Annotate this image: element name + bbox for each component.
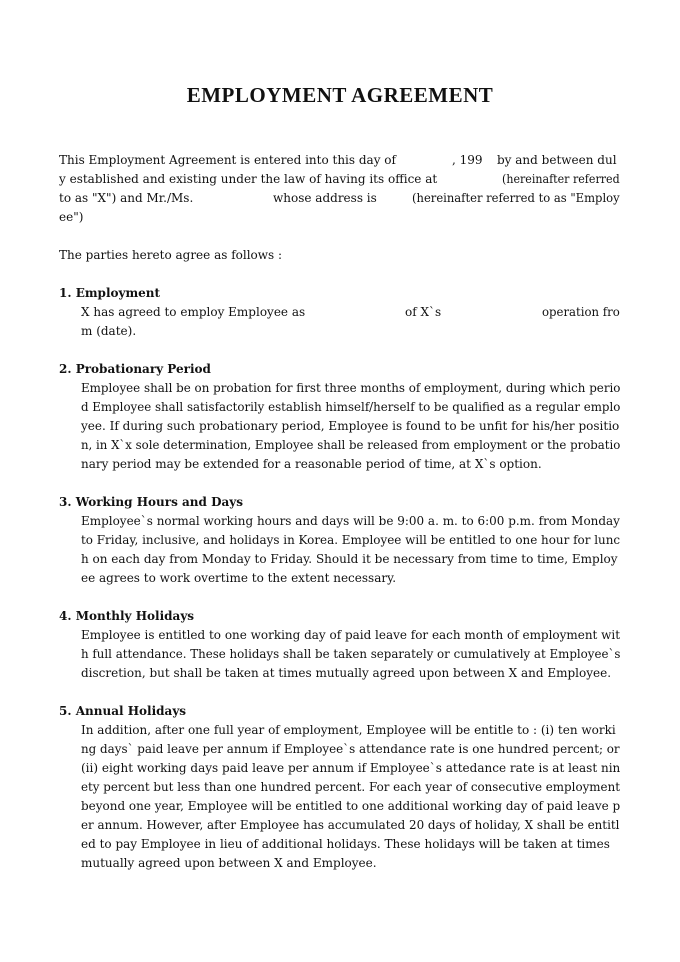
section-4-line: h full attendance. These holidays shall be taken separately or cumulatively at Employee`s [81,647,621,661]
section-5-line: In addition, after one full year of employment, Employee will be entitle to : (i) ten worki [81,723,616,737]
section-1-line-1b: of X`s [405,305,442,319]
section-1-line-1a: X has agreed to employ Employee as [81,305,306,319]
section-1-line-1c: operation fro [542,305,620,319]
document-title: EMPLOYMENT AGREEMENT [186,83,494,107]
section-2-line: nary period may be extended for a reasonable period of time, at X`s option. [81,457,542,471]
intro-line-2a: y established and existing under the law of having its office at [59,172,438,186]
section-4-line: Employee is entitled to one working day of paid leave for each month of employment wit [81,628,621,642]
section-5-line: beyond one year, Employee will be entitled to one additional working day of paid leave p [81,799,621,813]
section-2-line: d Employee shall satisfactorily establish himself/herself to be qualified as a regular emplo [81,400,621,414]
section-2-heading: 2. Probationary Period [59,362,211,376]
intro-line-1a: This Employment Agreement is entered into this day of [59,153,396,167]
section-3-line: ee agrees to work overtime to the extent necessary. [81,571,397,585]
section-4-heading: 4. Monthly Holidays [59,609,195,623]
section-2-line: n, in X`x sole determination, Employee shall be released from employment or the probatio [81,438,621,452]
section-3-line: to Friday, inclusive, and holidays in Korea. Employee will be entitled to one hour for lunc [81,533,621,547]
section-2-line: Employee shall be on probation for first three months of employment, during which perio [81,381,621,395]
section-5-line: er annum. However, after Employee has accumulated 20 days of holiday, X shall be entitl [81,818,620,832]
section-1-line-2: m (date). [81,324,137,338]
intro-line-1b: , 199 [452,153,483,167]
section-5-line: ety percent but less than one hundred percent. For each year of consecutive employment [81,780,621,794]
section-1-heading: 1. Employment [59,286,161,300]
section-2-line: yee. If during such probationary period, Employee is found to be unfit for his/her positio [81,419,620,433]
intro-line-3c: (hereinafter referred to as "Employ [412,191,620,205]
section-5-line: ng days` paid leave per annum if Employee`s attendance rate is one hundred percent; or [81,742,620,756]
section-5-line: mutually agreed upon between X and Employee. [81,856,377,870]
intro-line-2b: (hereinafter referred [502,172,620,186]
section-5-line: (ii) eight working days paid leave per annum if Employee`s attedance rate is at least nin [81,761,621,775]
section-3-line: h on each day from Monday to Friday. Should it be necessary from time to time, Employ [81,552,618,566]
section-5-heading: 5. Annual Holidays [59,704,187,718]
section-3-line: Employee`s normal working hours and days will be 9:00 a. m. to 6:00 p.m. from Monday [81,514,620,528]
intro-line-1c: by and between dul [497,153,617,167]
section-3-heading: 3. Working Hours and Days [59,495,243,509]
section-5-line: ed to pay Employee in lieu of additional holidays. These holidays will be taken at times [81,837,610,851]
intro-line-3a: to as "X") and Mr./Ms. [59,191,194,205]
section-4-line: discretion, but shall be taken at times mutually agreed upon between X and Employee. [81,666,612,680]
intro-line-3b: whose address is [273,191,377,205]
parties-line: The parties hereto agree as follows : [59,248,283,262]
intro-line-4: ee") [59,210,84,224]
